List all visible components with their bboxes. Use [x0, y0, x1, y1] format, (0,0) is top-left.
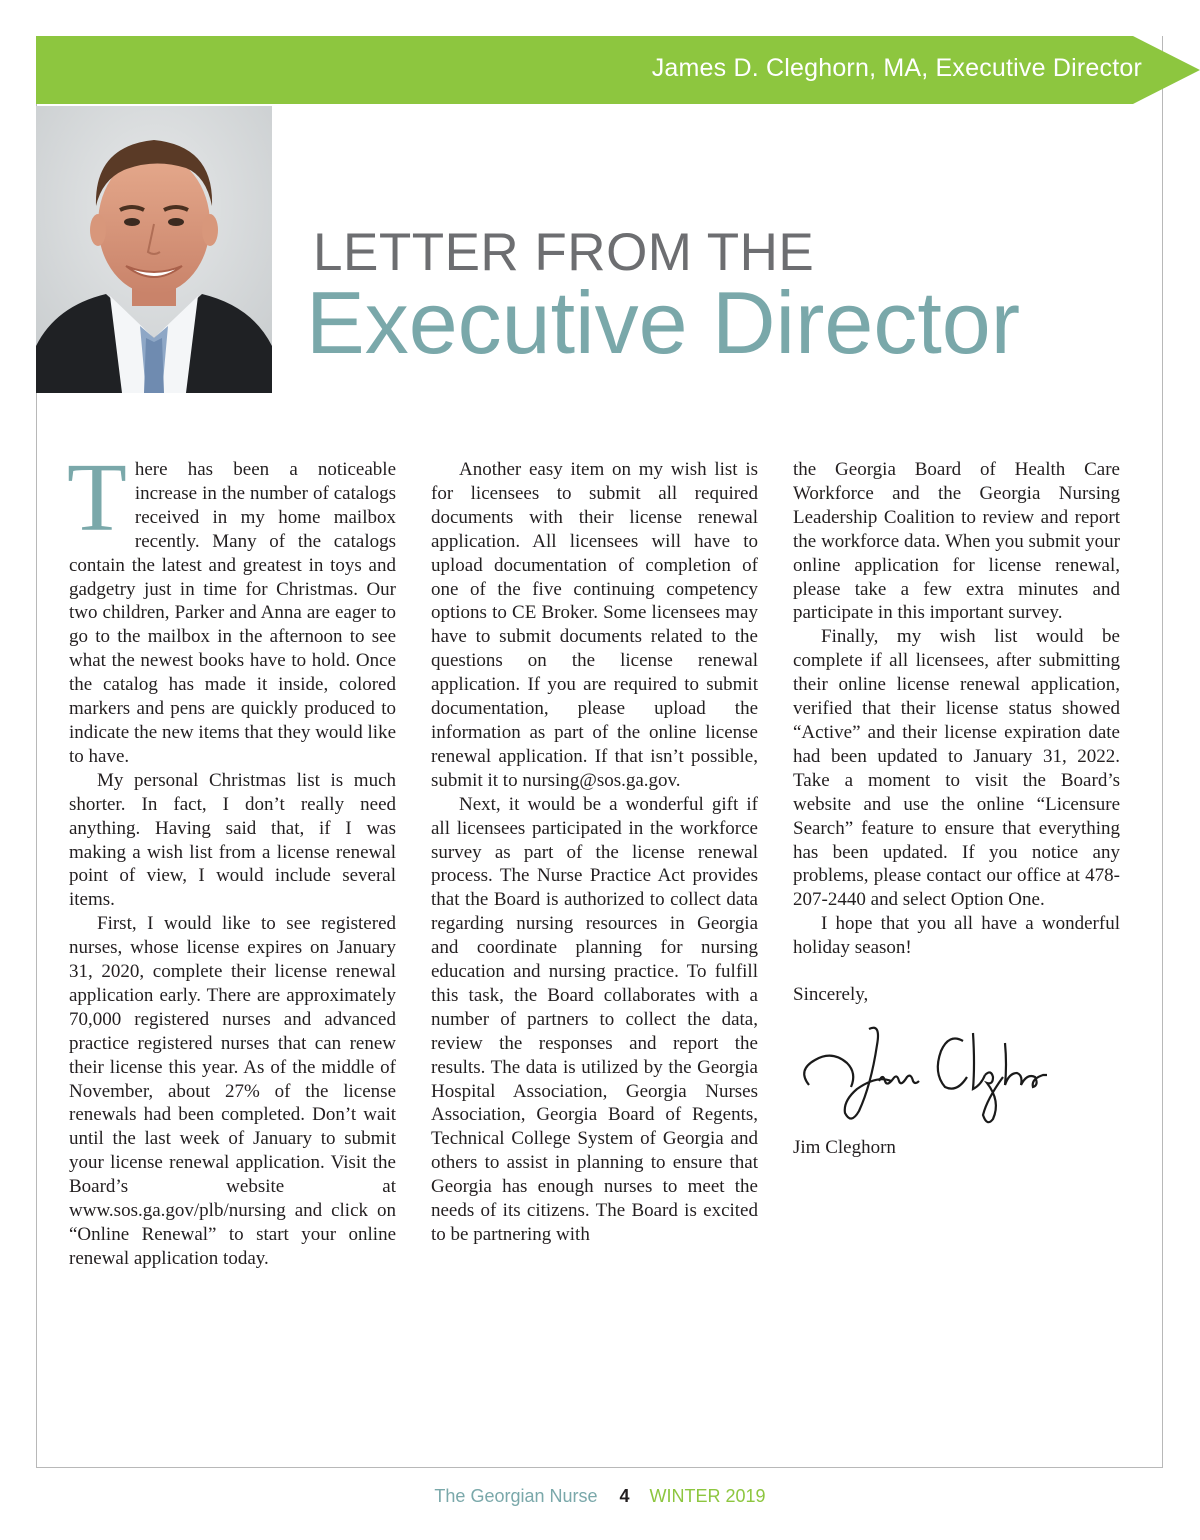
paragraph-5: Next, it would be a wonderful gift if all licensees participated in the workforce survey as part of the license renewal process. The Nurse Practice Act provides that the Board is authorized to collect data regarding nursing resources in Georgia and coordinate planning for nursing education and nursing practice. To fulfill this task, the Board collaborates with a number of partners to collect the data, review the responses and report the results. The data is utilized by the Georgia Hospital Association, Georgia Nurses Association, Georgia Board of Regents, Technical College System of Georgia and others to assist in planning to ensure that Georgia has enough nurses to meet the needs of its citizens. The Board is excited to be partnering with — [431, 793, 758, 1245]
page-footer — [0, 1486, 1200, 1507]
text-column-3 — [793, 458, 1120, 1160]
paragraph-6: Finally, my wish list would be complete if all licensees, after submitting their online license renewal application, verified that their license status showed “Active” and their license expiration date had been updated to January 31, 2022. Take a moment to visit the Board’s website and use the online “Licensure Search” feature to ensure that everything has been updated. If you notice any problems, please contact our office at 478-207-2440 and select Option One. — [793, 626, 1120, 911]
paragraph-3: First, I would like to see registered nurses, whose license expires on January 31, 2020, complete their license renewal application early. There are approximately 70,000 registered nurses and advanced practice registered nurses that can renew their license this year. As of the middle of November, about 27% of the license renewals had been completed. Don’t wait until the last week of January to submit your license renewal application. Visit the Board’s website at www.sos.ga.gov/plb/nursing and click on “Online Renewal” to start your online renewal application today. — [69, 913, 396, 1269]
paragraph-1-text: here has been a noticeable increase in the number of catalogs received in my home mailbox recently. Many of the catalogs contain the latest and greatest in toys and gadgetry just in time for Christmas. Our two children, Parker and Anna are eager to go to the mailbox in the afternoon to see what the newest books have to hold. Once the catalog has made it inside, colored markers and pens are quickly produced to indicate the new items that they would like to have. — [69, 459, 396, 767]
header-banner — [36, 36, 1200, 104]
author-line: James D. Cleghorn, MA, Executive Director — [651, 54, 1142, 82]
title-line-1: LETTER FROM THE — [313, 223, 815, 282]
text-column-2 — [431, 458, 758, 1247]
title-line-2: Executive Director — [306, 273, 1021, 372]
paragraph-2: My personal Christmas list is much shorter. In fact, I don’t really need anything. Having said that, if I was making a wish list from a license renewal point of view, I would include several items. — [69, 769, 396, 911]
paragraph-7: I hope that you all have a wonderful holiday season! — [793, 913, 1120, 959]
signer-name: Jim Cleghorn — [793, 1136, 896, 1158]
paragraph-4: Another easy item on my wish list is for licensees to submit all required documents with their license renewal application. All licensees will have to upload documentation of completion of one of the five continuing competency options to CE Broker. Some licensees may have to submit documents related to the questions on the license renewal application. If you are required to submit documentation, please upload the information as part of the online license renewal application. If that isn’t possible, submit it to nursing@sos.ga.gov. — [431, 459, 758, 791]
footer-publication: The Georgian Nurse — [434, 1486, 598, 1506]
author-photo — [36, 106, 272, 393]
paragraph-1 — [67, 444, 396, 769]
drop-cap: T — [67, 444, 127, 552]
closing: Sincerely, — [793, 984, 869, 1006]
paragraph-5-continued: the Georgia Board of Health Care Workforce and the Georgia Nursing Leadership Coalition to review and report the workforce data. When you submit your online application for license renewal, please take a few extra minutes and participate in this important survey. — [793, 459, 1120, 624]
signature — [787, 1015, 1120, 1130]
footer-page-number: 4 — [619, 1486, 630, 1506]
footer-issue: WINTER 2019 — [649, 1486, 766, 1506]
text-column-1 — [67, 444, 396, 1271]
